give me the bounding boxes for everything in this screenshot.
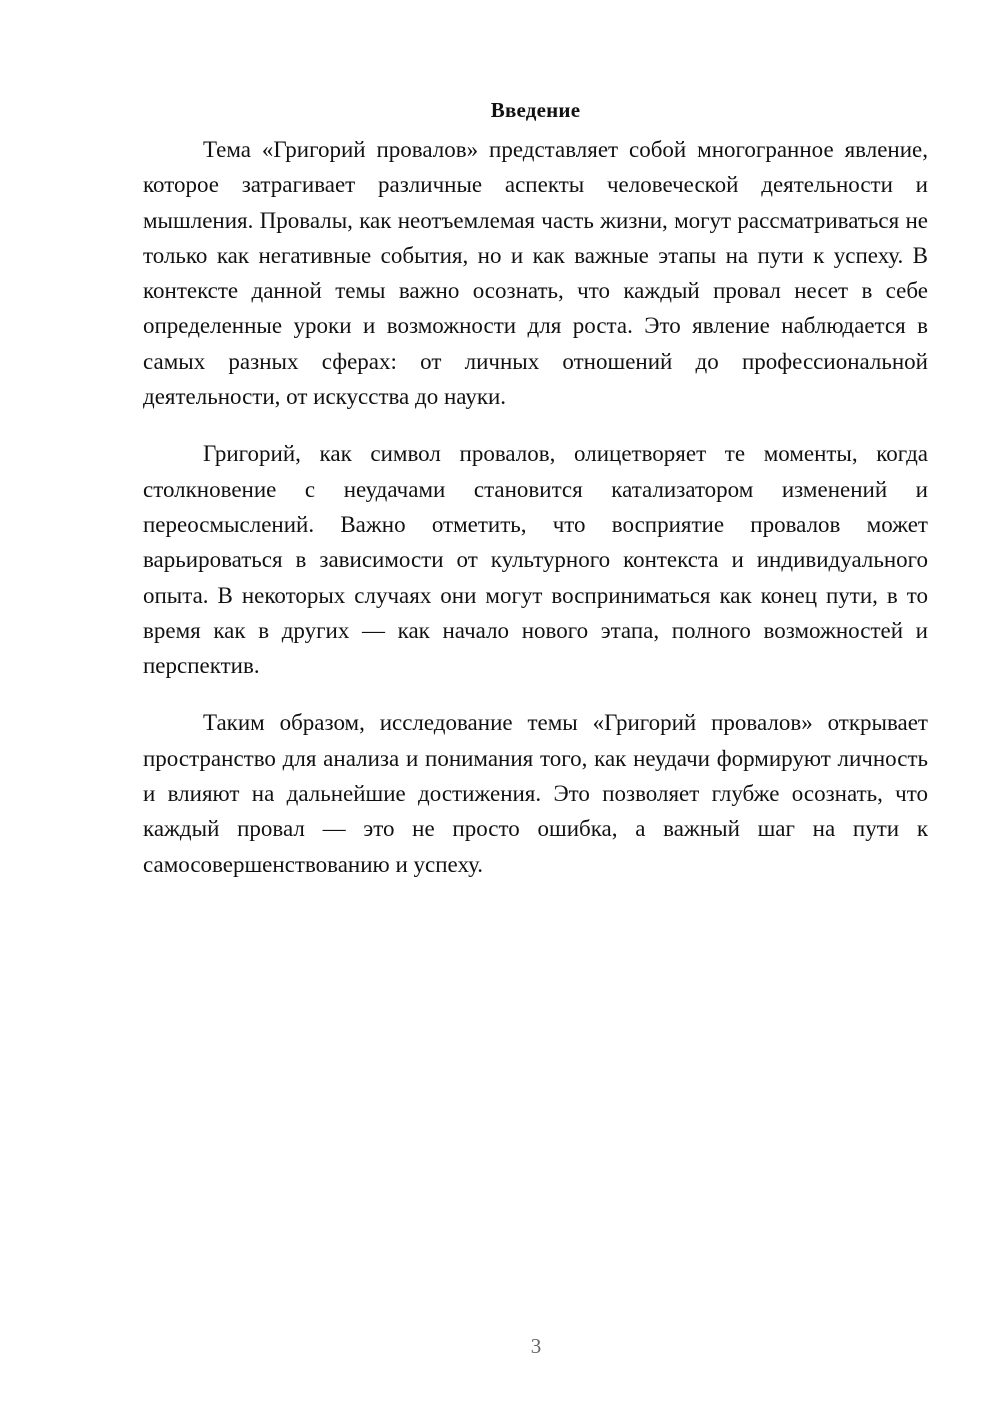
page-content	[143, 96, 928, 904]
paragraph-2: Григорий, как символ провалов, олицетворяет те моменты, когда столкновение с неудачами становится катализатором изменений и переосмыслений. Важно отметить, что восприятие провалов может варьироваться в зависимости от культурного контекста и индивидуального опыта. В некоторых случаях они могут восприниматься как конец пути, в то время как в других — как начало нового этапа, полного возможностей и перспектив.	[143, 441, 928, 679]
paragraph-1: Тема «Григорий провалов» представляет собой многогранное явление, которое затрагивает различные аспекты человеческой деятельности и мышления. Провалы, как неотъемлемая часть жизни, могут рассматриваться не только как негативные события, но и как важные этапы на пути к успеху. В контексте данной темы важно осознать, что каждый провал несет в себе определенные уроки и возможности для роста. Это явление наблюдается в самых разных сферах: от личных отношений до профессиональной деятельности, от искусства до науки.	[143, 137, 928, 410]
page-number: 3	[530, 1334, 542, 1358]
section-heading: Введение	[490, 98, 581, 122]
paragraph-3: Таким образом, исследование темы «Григорий провалов» открывает пространство для анализа и понимания того, как неудачи формируют личность и влияют на дальнейшие достижения. Это позволяет глубже осознать, что каждый провал — это не просто ошибка, а важный шаг на пути к самосовершенствованию и успеху.	[143, 710, 928, 877]
